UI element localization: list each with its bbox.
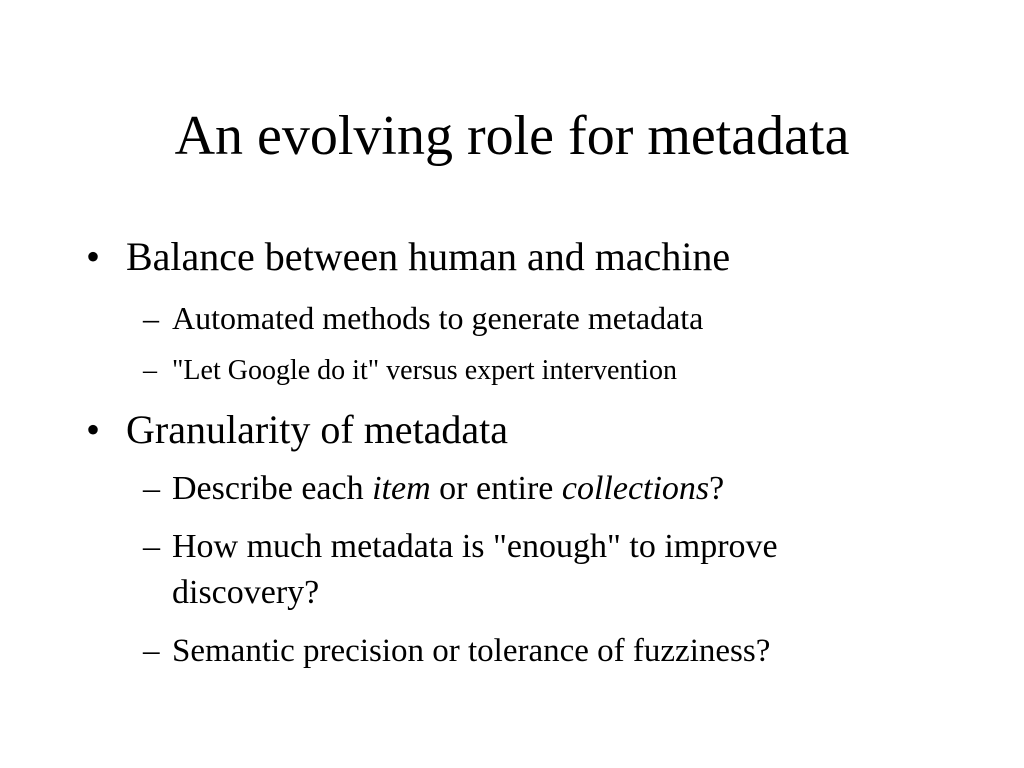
sub-bullet-text xyxy=(143,466,923,512)
bullet-marker: • xyxy=(86,407,101,452)
text-segment: or entire xyxy=(430,470,562,507)
dash-marker: – xyxy=(143,528,160,565)
sub-bullet-let-google xyxy=(143,348,923,394)
slide-title: An evolving role for metadata xyxy=(174,105,850,167)
dash-marker: – xyxy=(143,300,159,336)
italic-collections: collections xyxy=(561,470,710,507)
sub-bullet-how-much xyxy=(143,524,923,616)
sub-bullet-text: Automated methods to generate metadata xyxy=(172,300,704,336)
text-segment: ? xyxy=(709,470,725,507)
sub-bullet-automated xyxy=(143,295,923,341)
sub-bullet-text: How much metadata is "enough" to improve discovery? xyxy=(172,528,778,611)
sub-bullet-text: "Let Google do it" versus expert intervention xyxy=(172,355,677,386)
italic-item: item xyxy=(372,470,431,507)
bullet-marker: • xyxy=(86,234,101,279)
dash-marker: – xyxy=(143,470,160,507)
sub-bullet-describe-each xyxy=(143,466,923,512)
bullet-text: Balance between human and machine xyxy=(126,234,731,279)
sub-bullet-text: Semantic precision or tolerance of fuzziness? xyxy=(172,633,771,669)
dash-marker: – xyxy=(143,355,157,386)
text-segment: Describe each xyxy=(172,470,373,507)
bullet-balance xyxy=(86,233,730,281)
bullet-granularity xyxy=(86,406,508,454)
bullet-text: Granularity of metadata xyxy=(126,407,509,452)
sub-bullet-semantic xyxy=(143,628,923,674)
dash-marker: – xyxy=(143,633,160,669)
